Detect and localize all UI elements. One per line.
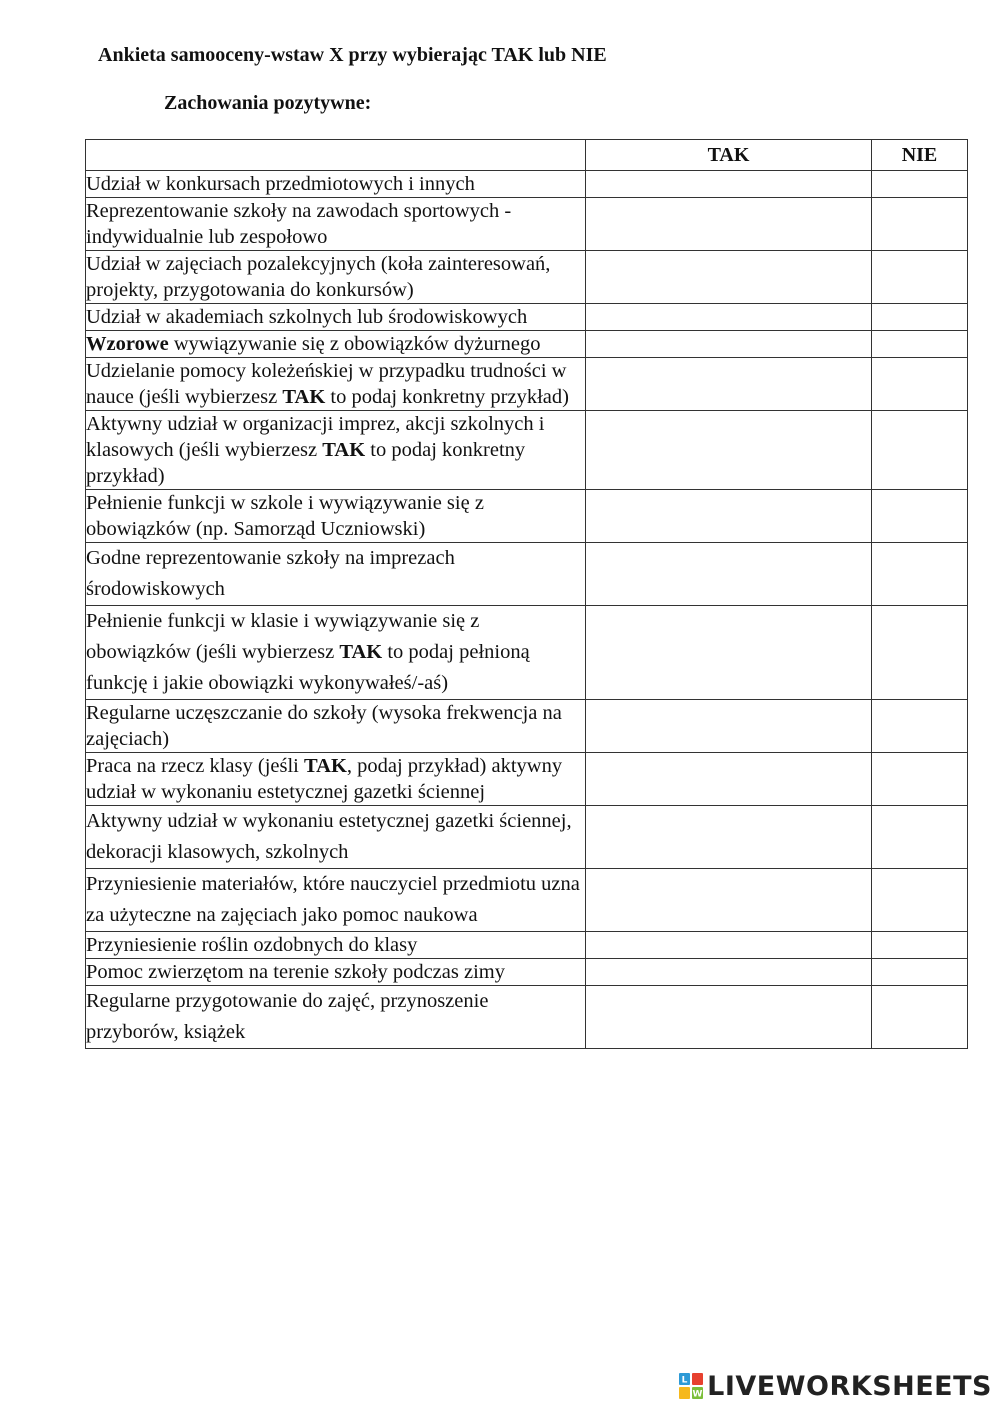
answer-yes-cell[interactable] [586, 959, 872, 986]
behavior-text: Reprezentowanie szkoły na zawodach sportowych - indywidualnie lub zespołowo [86, 200, 512, 248]
answer-yes-cell[interactable] [586, 490, 872, 543]
behavior-item [86, 806, 586, 869]
behavior-text: Pełnienie funkcji w klasie i wywiązywanie się z obowiązków (jeśli wybierzesz [86, 610, 480, 663]
behavior-item [86, 331, 586, 358]
answer-no-cell[interactable] [872, 606, 968, 700]
behavior-item [86, 932, 586, 959]
answer-no-cell[interactable] [872, 331, 968, 358]
behavior-item [86, 700, 586, 753]
answer-yes-cell[interactable] [586, 331, 872, 358]
table-row [86, 959, 968, 986]
table-row [86, 700, 968, 753]
behavior-text: Praca na rzecz klasy (jeśli [86, 755, 304, 777]
behavior-text: Aktywny udział w organizacji imprez, akcji szkolnych i klasowych (jeśli wybierzesz [86, 413, 545, 461]
table-row [86, 304, 968, 331]
answer-yes-cell[interactable] [586, 251, 872, 304]
table-row [86, 411, 968, 490]
behavior-item [86, 869, 586, 932]
behavior-text: Udział w akademiach szkolnych lub środowiskowych [86, 306, 528, 328]
table-row [86, 331, 968, 358]
answer-yes-cell[interactable] [586, 986, 872, 1049]
table-row [86, 986, 968, 1049]
answer-no-cell[interactable] [872, 490, 968, 543]
behavior-text: Regularne uczęszczanie do szkoły (wysoka frekwencja na zajęciach) [86, 702, 562, 750]
liveworksheets-logo [679, 1369, 992, 1403]
behavior-item [86, 198, 586, 251]
behavior-text: , podaj przykład) aktywny udział w wykonaniu estetycznej gazetki ściennej [86, 755, 563, 803]
answer-yes-cell[interactable] [586, 869, 872, 932]
behavior-text: Udzielanie pomocy koleżeńskiej w przypadku trudności w nauce (jeśli wybierzesz [86, 360, 567, 408]
behavior-text: Regularne przygotowanie do zajęć, przynoszenie przyborów, książek [86, 990, 489, 1043]
table-row [86, 606, 968, 700]
answer-no-cell[interactable] [872, 251, 968, 304]
table-row [86, 171, 968, 198]
answer-yes-cell[interactable] [586, 198, 872, 251]
behavior-text: Przyniesienie roślin ozdobnych do klasy [86, 934, 418, 956]
behavior-text: Udział w konkursach przedmiotowych i innych [86, 173, 475, 195]
answer-yes-cell[interactable] [586, 358, 872, 411]
behavior-text: Wzorowe [86, 333, 169, 355]
answer-no-cell[interactable] [872, 932, 968, 959]
behavior-text: TAK [303, 755, 347, 777]
behavior-text: Aktywny udział w wykonaniu estetycznej gazetki ściennej, dekoracji klasowych, szkolnych [86, 810, 572, 863]
behavior-item [86, 753, 586, 806]
svg-text:L: L [681, 1375, 688, 1386]
behavior-item [86, 959, 586, 986]
liveworksheets-logo-text: LIVEWORKSHEETS [707, 1370, 992, 1402]
header-item [86, 140, 586, 171]
behavior-text: to podaj konkretny przykład) [325, 386, 569, 408]
behavior-text: Godne reprezentowanie szkoły na imprezach środowiskowych [86, 547, 455, 600]
answer-yes-cell[interactable] [586, 543, 872, 606]
answer-no-cell[interactable] [872, 304, 968, 331]
answer-no-cell[interactable] [872, 543, 968, 606]
answer-yes-cell[interactable] [586, 304, 872, 331]
answer-no-cell[interactable] [872, 700, 968, 753]
answer-yes-cell[interactable] [586, 171, 872, 198]
behavior-text: Pełnienie funkcji w szkole i wywiązywanie się z obowiązków (np. Samorząd Uczniowski) [86, 492, 484, 540]
behavior-item [86, 171, 586, 198]
behavior-text: to podaj pełnioną funkcję i jakie obowiązki wykonywałeś/-aś) [86, 641, 530, 694]
liveworksheets-logo-icon [679, 1373, 703, 1399]
answer-no-cell[interactable] [872, 753, 968, 806]
answer-no-cell[interactable] [872, 198, 968, 251]
table-row [86, 869, 968, 932]
table-row [86, 358, 968, 411]
answer-yes-cell[interactable] [586, 806, 872, 869]
section-title: Zachowania pozytywne: [164, 92, 372, 114]
behavior-text: wywiązywanie się z obowiązków dyżurnego [168, 333, 541, 355]
behavior-text: TAK [282, 386, 326, 408]
answer-no-cell[interactable] [872, 358, 968, 411]
table-row [86, 198, 968, 251]
behavior-item [86, 606, 586, 700]
answer-no-cell[interactable] [872, 959, 968, 986]
self-assessment-table [85, 139, 968, 1049]
behavior-item [86, 490, 586, 543]
answer-no-cell[interactable] [872, 869, 968, 932]
behavior-item [86, 251, 586, 304]
behavior-item [86, 304, 586, 331]
behavior-text: TAK [322, 439, 366, 461]
behavior-text: Pomoc zwierzętom na terenie szkoły podczas zimy [86, 961, 505, 983]
behavior-item [86, 543, 586, 606]
svg-text:W: W [692, 1389, 703, 1399]
answer-yes-cell[interactable] [586, 932, 872, 959]
answer-yes-cell[interactable] [586, 606, 872, 700]
table-row [86, 753, 968, 806]
behavior-text: TAK [339, 641, 383, 663]
answer-no-cell[interactable] [872, 986, 968, 1049]
table-row [86, 490, 968, 543]
behavior-text: Udział w zajęciach pozalekcyjnych (koła zainteresowań, projekty, przygotowania do konkursów) [86, 253, 551, 301]
behavior-text: to podaj konkretny przykład) [86, 439, 526, 487]
table-row [86, 251, 968, 304]
answer-yes-cell[interactable] [586, 411, 872, 490]
answer-yes-cell[interactable] [586, 700, 872, 753]
header-yes: TAK [586, 140, 872, 171]
table-row [86, 932, 968, 959]
answer-no-cell[interactable] [872, 411, 968, 490]
behavior-item [86, 358, 586, 411]
table-header-row [86, 140, 968, 171]
behavior-item [86, 986, 586, 1049]
page-title: Ankieta samooceny-wstaw X przy wybierając TAK lub NIE [98, 44, 607, 66]
header-no: NIE [872, 140, 968, 171]
answer-no-cell[interactable] [872, 171, 968, 198]
table-row [86, 806, 968, 869]
behavior-text: Przyniesienie materiałów, które nauczyciel przedmiotu uzna za użyteczne na zajęciach jako pomoc naukowa [86, 873, 580, 926]
table-row [86, 543, 968, 606]
answer-no-cell[interactable] [872, 806, 968, 869]
behavior-item [86, 411, 586, 490]
answer-yes-cell[interactable] [586, 753, 872, 806]
